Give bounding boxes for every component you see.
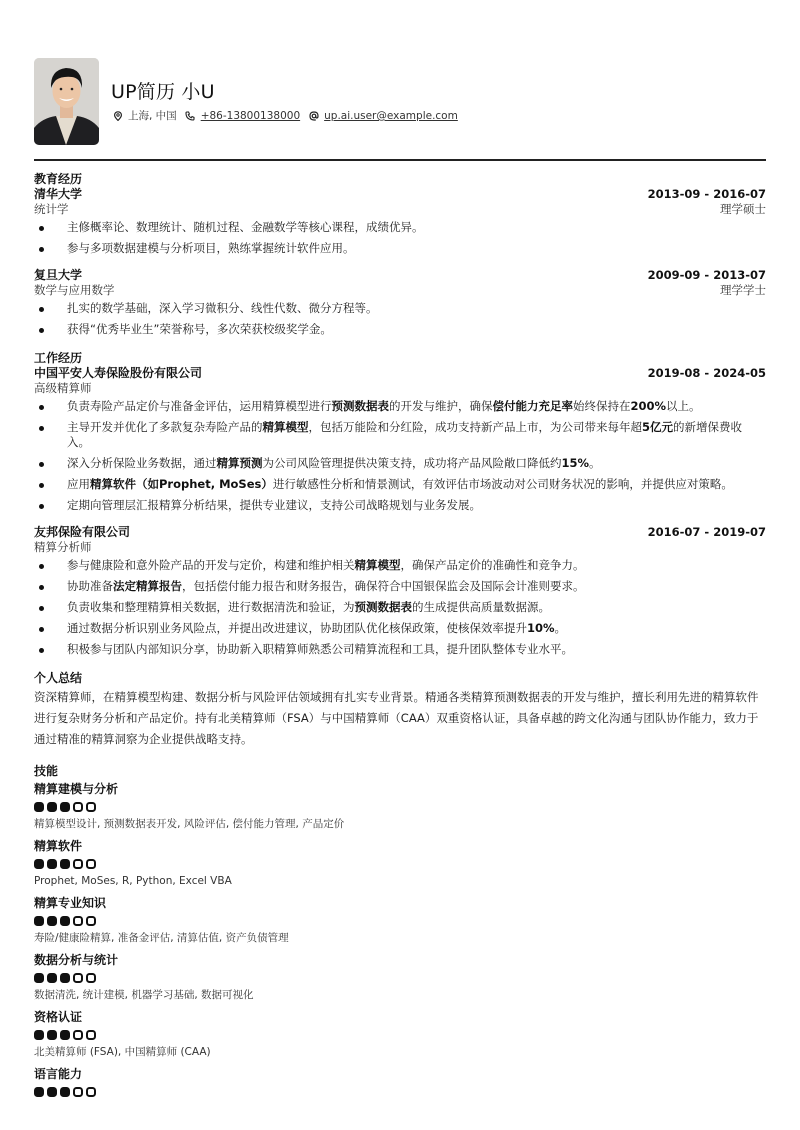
date-range: 2013-09 - 2016-07 — [647, 187, 766, 201]
education-section — [34, 172, 766, 337]
skill-name: 精算建模与分析 — [34, 782, 119, 796]
empty-dot-icon — [73, 916, 83, 926]
header-divider — [34, 159, 766, 161]
skill-item — [34, 1009, 766, 1059]
section-title: 技能 — [34, 764, 59, 778]
empty-dot-icon — [73, 973, 83, 983]
skill-level-dots — [34, 973, 766, 983]
work-entry — [34, 525, 766, 657]
resume-body — [34, 172, 766, 1111]
work-section — [34, 351, 766, 657]
filled-dot-icon — [34, 1030, 44, 1040]
list-item: 积极参与团队内部知识分享，协助新入职精算师熟悉公司精算流程和工具，提升团队整体专业水平。 — [34, 642, 766, 657]
empty-dot-icon — [73, 1030, 83, 1040]
skill-name: 语言能力 — [34, 1067, 83, 1081]
section-title: 教育经历 — [34, 172, 83, 186]
skill-item — [34, 781, 766, 831]
phone-link[interactable]: +86-13800138000 — [200, 110, 301, 122]
filled-dot-icon — [34, 1087, 44, 1097]
bullet-list — [34, 220, 766, 256]
skill-level-dots — [34, 1030, 766, 1040]
skill-keywords: 数据清洗, 统计建模, 机器学习基础, 数据可视化 — [34, 989, 254, 1001]
phone-icon — [185, 111, 196, 122]
skill-name: 精算专业知识 — [34, 896, 107, 910]
major: 数学与应用数学 — [34, 283, 115, 297]
filled-dot-icon — [47, 973, 57, 983]
education-entry — [34, 187, 766, 256]
degree: 理学硕士 — [720, 202, 766, 216]
list-item: 负责寿险产品定价与准备金评估，运用精算模型进行预测数据表的开发与维护，确保偿付能力充足率始终保持在200%以上。 — [34, 399, 766, 414]
filled-dot-icon — [34, 973, 44, 983]
filled-dot-icon — [34, 859, 44, 869]
empty-dot-icon — [73, 1087, 83, 1097]
contact-email[interactable] — [308, 109, 458, 123]
candidate-name: UP简历 小U — [111, 81, 215, 103]
company-name: 友邦保险有限公司 — [34, 525, 131, 539]
email-link[interactable]: up.ai.user@example.com — [324, 110, 458, 122]
resume-header — [34, 58, 766, 146]
empty-dot-icon — [86, 973, 96, 983]
skill-keywords: 寿险/健康险精算, 准备金评估, 清算估值, 资产负债管理 — [34, 932, 289, 944]
empty-dot-icon — [73, 802, 83, 812]
skills-section — [34, 764, 766, 1097]
school-name: 清华大学 — [34, 187, 83, 201]
avatar — [34, 58, 99, 145]
list-item: 定期向管理层汇报精算分析结果，提供专业建议，支持公司战略规划与业务发展。 — [34, 498, 766, 513]
empty-dot-icon — [86, 859, 96, 869]
contact-info — [112, 109, 466, 123]
date-range: 2009-09 - 2013-07 — [647, 268, 766, 282]
date-range: 2019-08 - 2024-05 — [647, 366, 766, 380]
summary-section — [34, 671, 766, 750]
empty-dot-icon — [86, 1030, 96, 1040]
filled-dot-icon — [47, 1030, 57, 1040]
location-text: 上海, 中国 — [128, 110, 177, 122]
section-title: 个人总结 — [34, 671, 83, 685]
filled-dot-icon — [47, 916, 57, 926]
skill-item — [34, 1066, 766, 1097]
empty-dot-icon — [73, 859, 83, 869]
education-entry — [34, 268, 766, 337]
major: 统计学 — [34, 202, 69, 216]
skill-keywords: 精算模型设计, 预测数据表开发, 风险评估, 偿付能力管理, 产品定价 — [34, 818, 345, 830]
skill-level-dots — [34, 916, 766, 926]
list-item: 扎实的数学基础，深入学习微积分、线性代数、微分方程等。 — [34, 301, 766, 316]
bullet-list — [34, 399, 766, 513]
skill-item — [34, 838, 766, 888]
company-name: 中国平安人寿保险股份有限公司 — [34, 366, 203, 380]
list-item: 参与健康险和意外险产品的开发与定价，构建和维护相关精算模型，确保产品定价的准确性和竞争力。 — [34, 558, 766, 573]
skills-list — [34, 781, 766, 1097]
at-sign-icon — [308, 111, 319, 122]
skill-level-dots — [34, 859, 766, 869]
filled-dot-icon — [47, 1087, 57, 1097]
empty-dot-icon — [86, 916, 96, 926]
skill-level-dots — [34, 1087, 766, 1097]
skill-name: 资格认证 — [34, 1010, 83, 1024]
list-item: 协助准备法定精算报告，包括偿付能力报告和财务报告，确保符合中国银保监会及国际会计准则要求。 — [34, 579, 766, 594]
bullet-list — [34, 301, 766, 337]
list-item: 获得“优秀毕业生”荣誉称号，多次荣获校级奖学金。 — [34, 322, 766, 337]
filled-dot-icon — [34, 802, 44, 812]
list-item: 主修概率论、数理统计、随机过程、金融数学等核心课程，成绩优异。 — [34, 220, 766, 235]
list-item: 负责收集和整理精算相关数据，进行数据清洗和验证，为预测数据表的生成提供高质量数据源。 — [34, 600, 766, 615]
skill-level-dots — [34, 802, 766, 812]
skill-name: 数据分析与统计 — [34, 953, 119, 967]
profile-photo-icon — [34, 58, 99, 145]
list-item: 应用精算软件（如Prophet, MoSes）进行敏感性分析和情景测试，有效评估市场波动对公司财务状况的影响，并提供应对策略。 — [34, 477, 766, 492]
list-item: 参与多项数据建模与分析项目，熟练掌握统计软件应用。 — [34, 241, 766, 256]
empty-dot-icon — [86, 802, 96, 812]
skill-name: 精算软件 — [34, 839, 83, 853]
list-item: 通过数据分析识别业务风险点，并提出改进建议，协助团队优化核保政策，使核保效率提升10%。 — [34, 621, 766, 636]
work-entry — [34, 366, 766, 513]
job-title: 高级精算师 — [34, 381, 92, 395]
filled-dot-icon — [60, 859, 70, 869]
filled-dot-icon — [60, 1030, 70, 1040]
degree: 理学学士 — [720, 283, 766, 297]
empty-dot-icon — [86, 1087, 96, 1097]
filled-dot-icon — [60, 802, 70, 812]
bullet-list — [34, 558, 766, 657]
school-name: 复旦大学 — [34, 268, 83, 282]
job-title: 精算分析师 — [34, 540, 92, 554]
filled-dot-icon — [60, 973, 70, 983]
contact-location — [112, 109, 177, 123]
section-title: 工作经历 — [34, 351, 83, 365]
contact-phone[interactable] — [185, 109, 300, 123]
filled-dot-icon — [47, 859, 57, 869]
filled-dot-icon — [60, 1087, 70, 1097]
filled-dot-icon — [34, 916, 44, 926]
summary-text: 资深精算师，在精算模型构建、数据分析与风险评估领域拥有扎实专业背景。精通各类精算预测数据表的开发与维护，擅长利用先进的精算软件进行复杂财务分析和产品定价。持有北美精算师（FSA）与中国精算师（CAA）双重资格认证，具备卓越的跨文化沟通与团队协作能力，致力于通过精准的精算洞察为企业提供战略支持。 — [34, 690, 759, 746]
date-range: 2016-07 - 2019-07 — [647, 525, 766, 539]
skill-item — [34, 952, 766, 1002]
list-item: 主导开发并优化了多款复杂寿险产品的精算模型，包括万能险和分红险，成功支持新产品上市，为公司带来每年超5亿元的新增保费收入。 — [34, 420, 766, 450]
filled-dot-icon — [60, 916, 70, 926]
skill-keywords: Prophet, MoSes, R, Python, Excel VBA — [34, 875, 232, 887]
location-pin-icon — [112, 111, 123, 122]
skill-item — [34, 895, 766, 945]
filled-dot-icon — [47, 802, 57, 812]
skill-keywords: 北美精算师 (FSA), 中国精算师 (CAA) — [34, 1046, 211, 1058]
list-item: 深入分析保险业务数据，通过精算预测为公司风险管理提供决策支持，成功将产品风险敞口降低约15%。 — [34, 456, 766, 471]
